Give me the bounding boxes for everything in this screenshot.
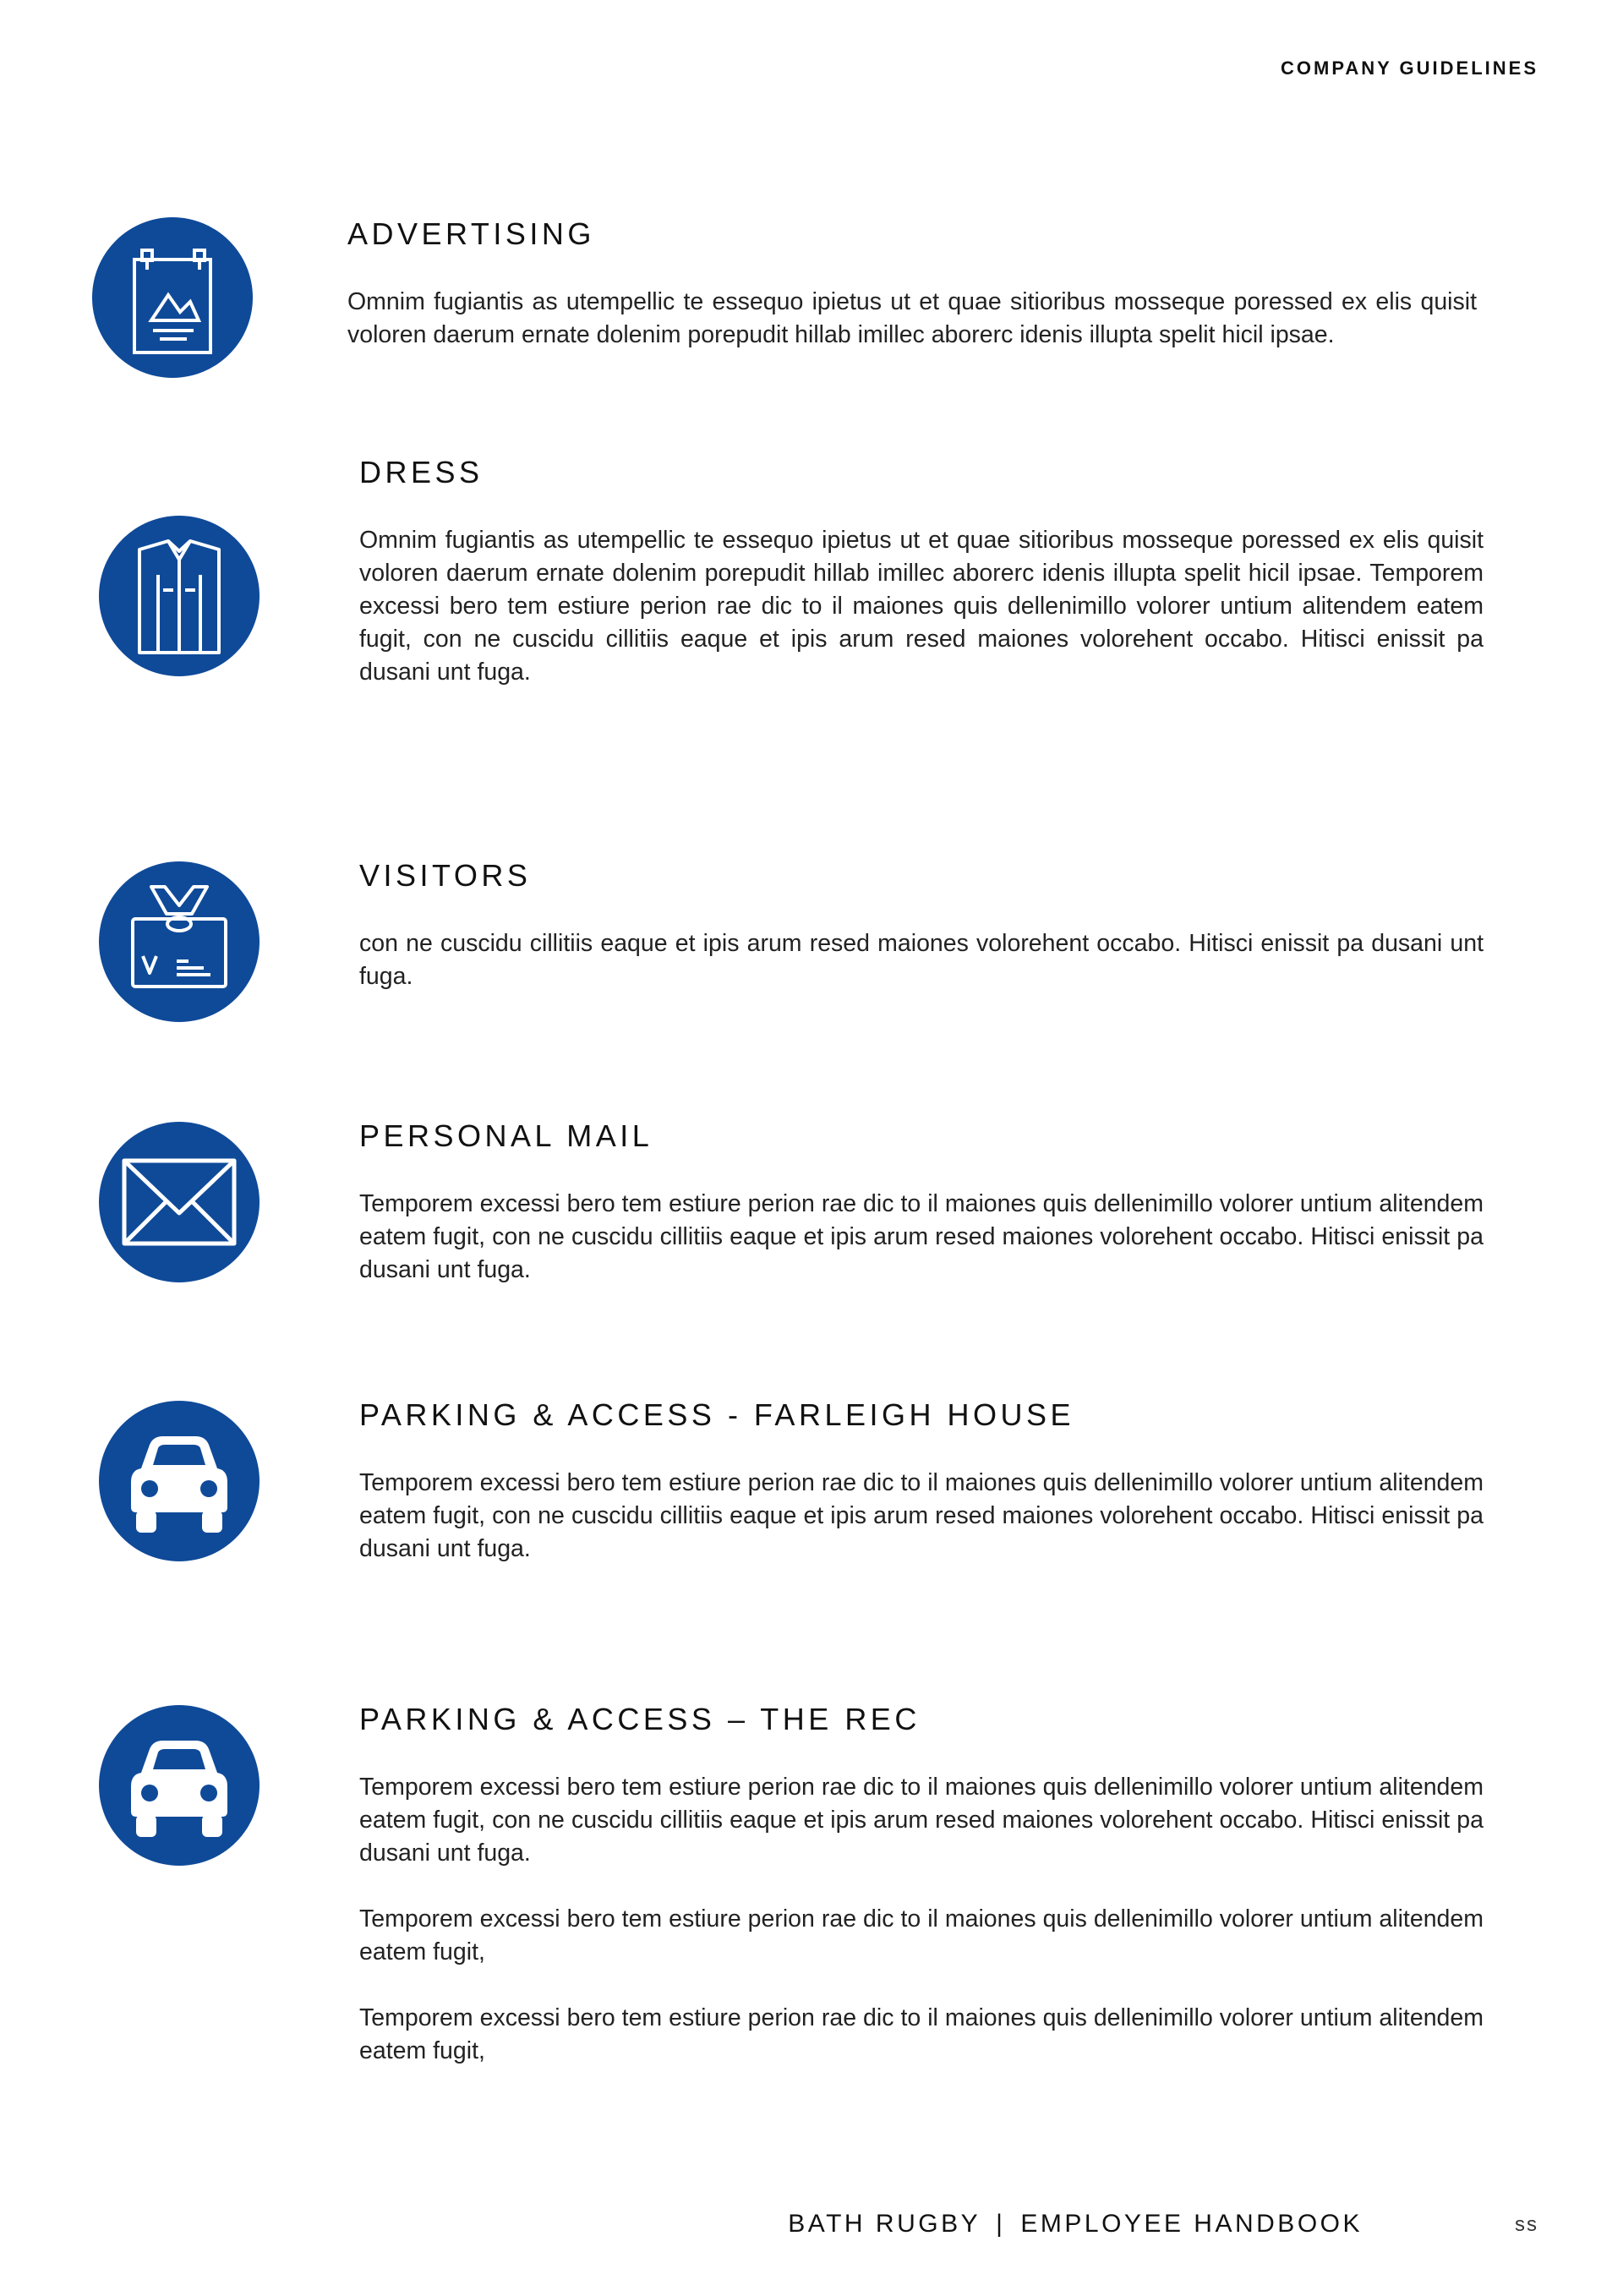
section-body: [347, 286, 1477, 352]
visitor-badge-icon: [99, 861, 260, 1022]
car-icon: [99, 1705, 260, 1866]
page-footer: [0, 2210, 1623, 2244]
section-paragraph: Temporem excessi bero tem estiure perion rae dic to il maiones quis dellenimillo volorer untium alitendem eatem fugit, con ne cuscidu cillitiis eaque et ipis arum resed maiones volorehent occabo. Hitisci enissit pa dusani unt fuga.: [359, 1774, 1484, 1867]
footer-org: BATH RUGBY: [788, 2210, 981, 2238]
section-title: PERSONAL MAIL: [359, 1118, 653, 1153]
footer-separator: |: [996, 2210, 1006, 2238]
section-paragraph: Temporem excessi bero tem estiure perion rae dic to il maiones quis dellenimillo volorer untium alitendem eatem fugit,: [359, 2004, 1484, 2064]
page-number: ss: [1515, 2213, 1538, 2236]
section-title: DRESS: [359, 455, 484, 489]
section-title: ADVERTISING: [347, 216, 595, 251]
section-paragraph: Omnim fugiantis as utempellic te essequo ipietus ut et quae sitioribus mosseque poressed ex elis quisit voloren daerum ernate dolenim porepudit hillab imillec aborerc idenis illupta spelit hicil ipsae. Temporem excessi bero tem estiure perion rae dic to il maiones quis dellenimillo volorer untium alitendem eatem fugit, con ne cuscidu cillitiis eaque et ipis arum resed maiones volorehent occabo. Hitisci enissit pa dusani unt fuga.: [359, 527, 1484, 686]
section-body: [359, 1467, 1484, 1566]
section-body: [359, 927, 1484, 993]
envelope-icon: [99, 1122, 260, 1282]
section-title: PARKING & ACCESS – THE REC: [359, 1702, 921, 1736]
footer-title: [788, 2210, 1363, 2239]
car-icon: [99, 1401, 260, 1561]
section-paragraph: Omnim fugiantis as utempellic te essequo ipietus ut et quae sitioribus mosseque poressed ex elis quisit voloren daerum ernate dolenim porepudit hillab imillec aborerc idenis illupta spelit hicil ipsae.: [347, 288, 1477, 348]
section-title: PARKING & ACCESS - FARLEIGH HOUSE: [359, 1397, 1074, 1432]
section-title: VISITORS: [359, 858, 532, 893]
poster-icon: [92, 217, 253, 378]
running-header: COMPANY GUIDELINES: [1281, 57, 1538, 79]
section-body: [359, 1188, 1484, 1287]
section-paragraph: Temporem excessi bero tem estiure perion rae dic to il maiones quis dellenimillo volorer untium alitendem eatem fugit,: [359, 1905, 1484, 1965]
section-paragraph: Temporem excessi bero tem estiure perion rae dic to il maiones quis dellenimillo volorer untium alitendem eatem fugit, con ne cuscidu cillitiis eaque et ipis arum resed maiones volorehent occabo. Hitisci enissit pa dusani unt fuga.: [359, 1469, 1484, 1562]
footer-doc: EMPLOYEE HANDBOOK: [1020, 2210, 1363, 2238]
section-body: [359, 524, 1484, 689]
shirt-icon: [99, 516, 260, 676]
section-paragraph: Temporem excessi bero tem estiure perion rae dic to il maiones quis dellenimillo volorer untium alitendem eatem fugit, con ne cuscidu cillitiis eaque et ipis arum resed maiones volorehent occabo. Hitisci enissit pa dusani unt fuga.: [359, 1190, 1484, 1283]
section-paragraph: con ne cuscidu cillitiis eaque et ipis arum resed maiones volorehent occabo. Hitisci enissit pa dusani unt fuga.: [359, 930, 1484, 990]
section-body: [359, 1771, 1484, 2068]
